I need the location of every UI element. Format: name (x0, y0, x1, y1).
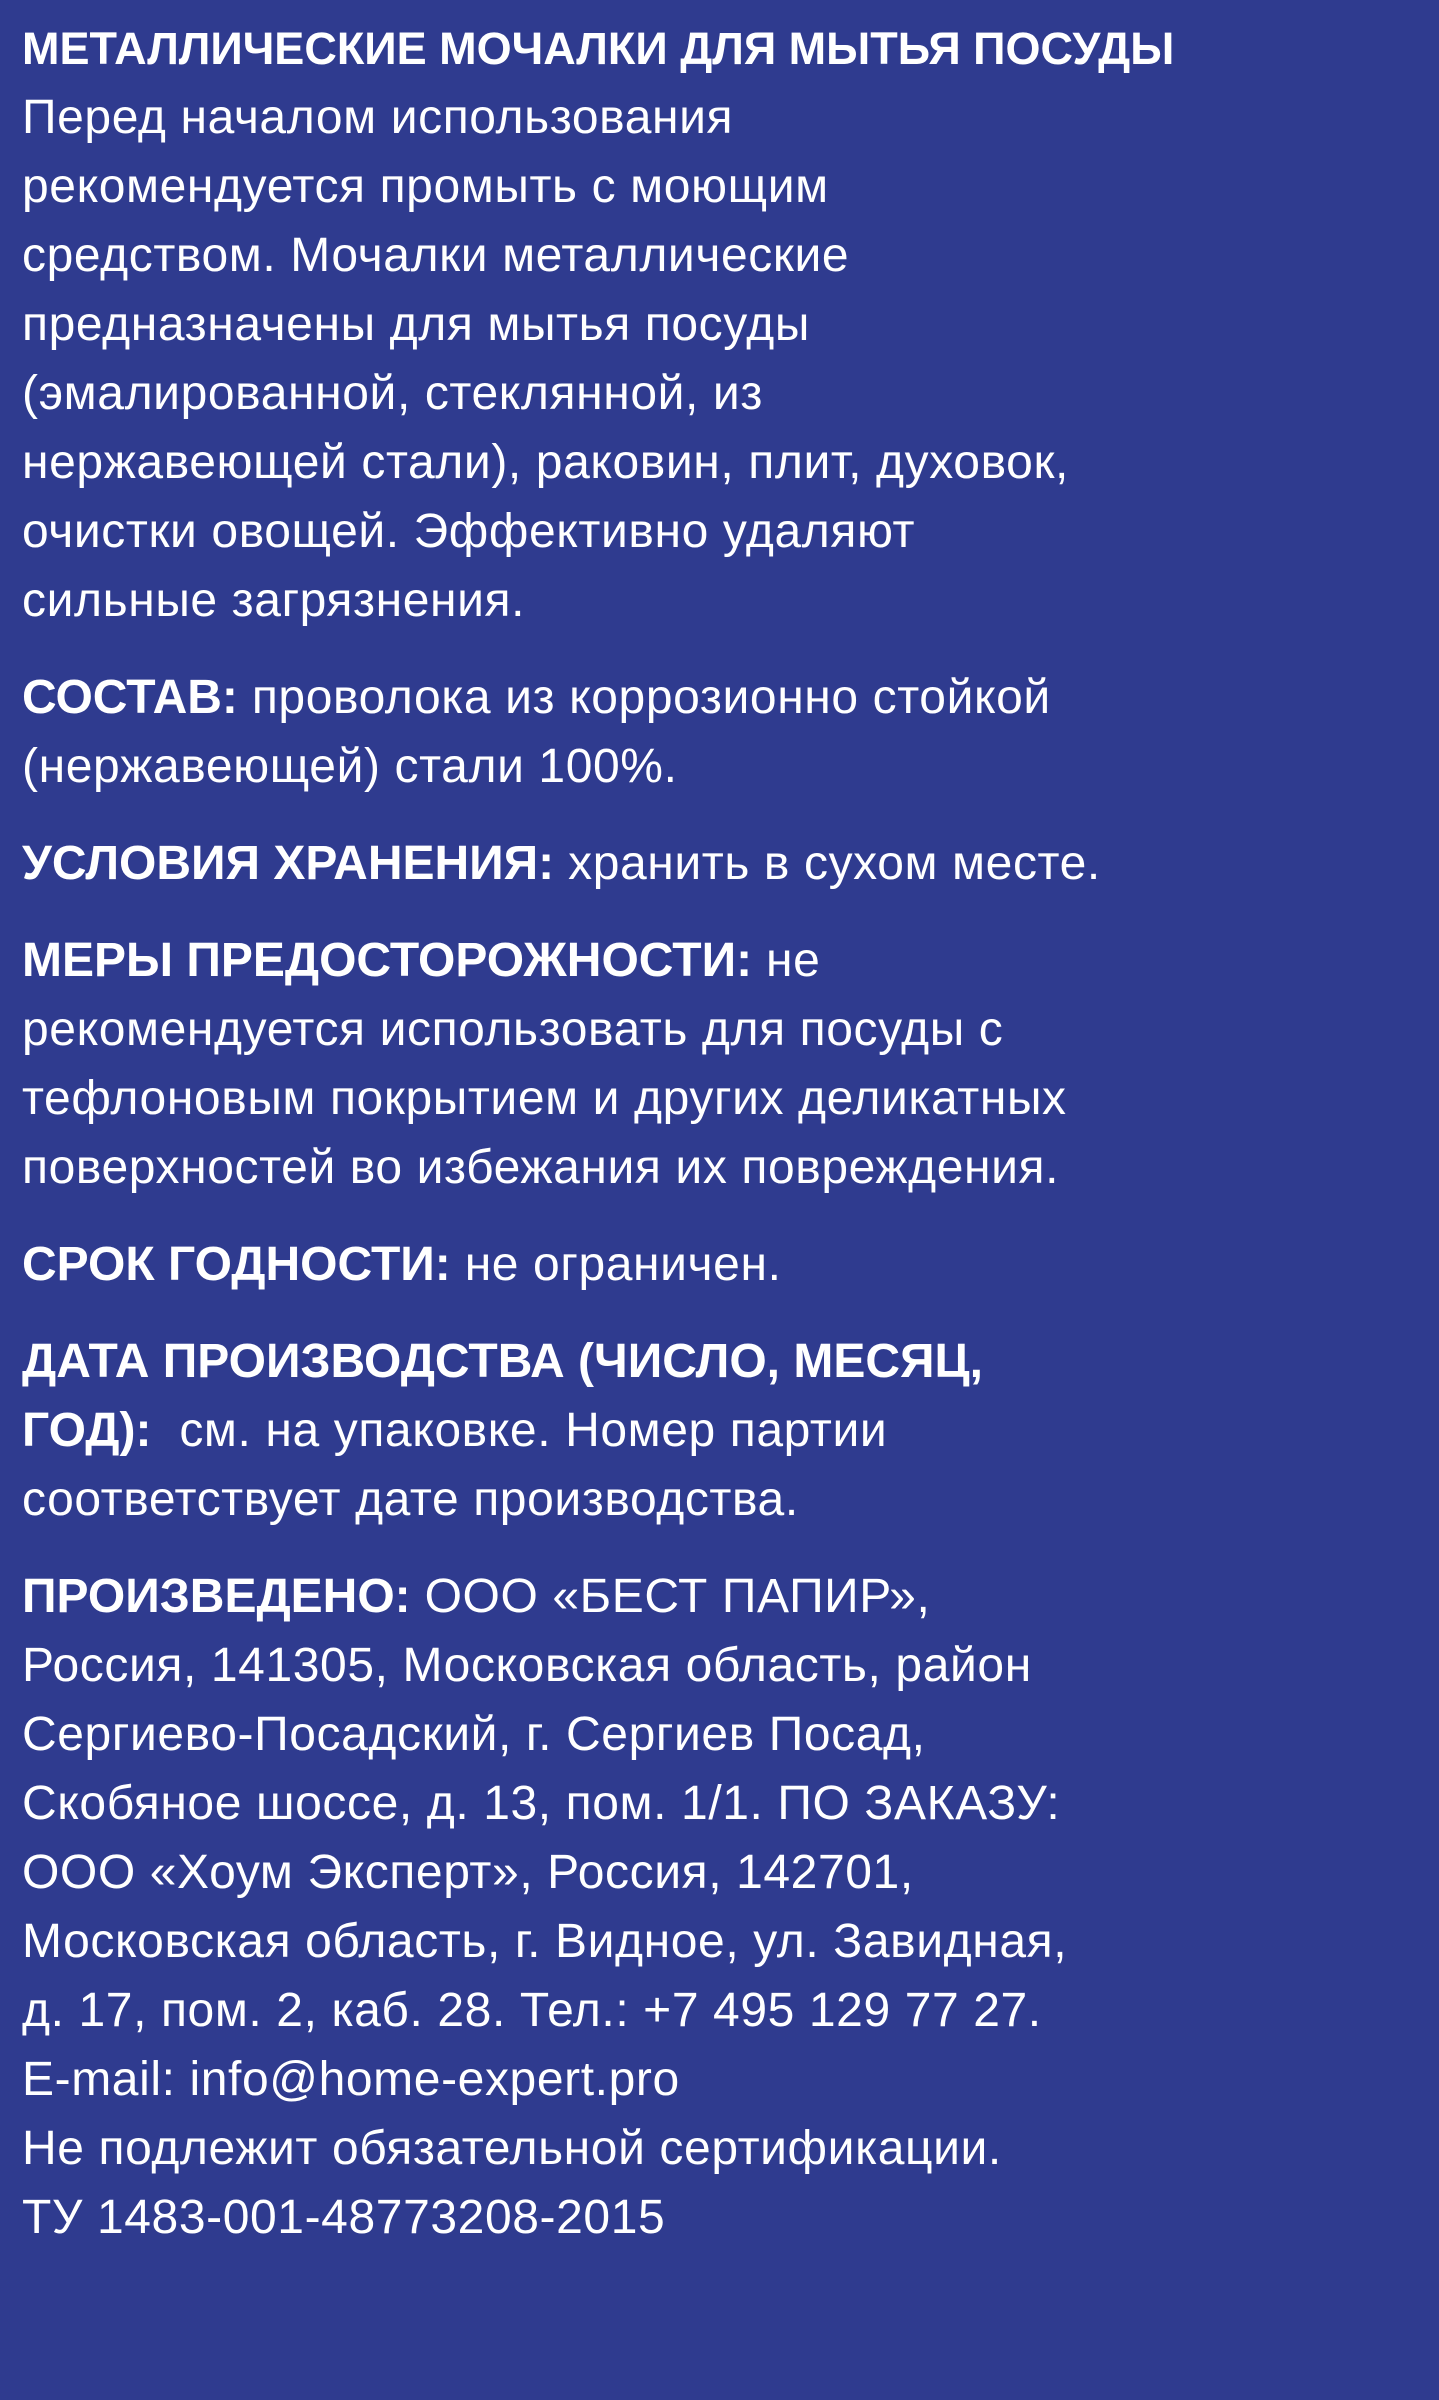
section-text: ООО «Хоум Эксперт», Россия, 142701, (22, 1846, 914, 1899)
text-line (22, 497, 1439, 566)
section-text: тефлоновым покрытием и других деликатных (22, 1072, 1067, 1125)
text-line (22, 663, 1439, 732)
section-text: Скобяное шоссе, д. 13, пом. 1/1. ПО ЗАКАЗУ: (22, 1777, 1061, 1830)
section-label: СОСТАВ: (22, 671, 238, 724)
section-shelf-life (22, 1230, 1439, 1299)
section-production-date (22, 1327, 1439, 1534)
label-sections (22, 83, 1439, 2252)
section-label: СРОК ГОДНОСТИ: (22, 1238, 451, 1291)
section-text: ТУ 1483-001-48773208-2015 (22, 2191, 666, 2244)
section-text: ООО «БЕСТ ПАПИР», (410, 1570, 931, 1623)
text-line (22, 1769, 1439, 1838)
text-line (22, 566, 1439, 635)
section-storage-conditions (22, 829, 1439, 898)
section-text: сильные загрязнения. (22, 574, 526, 627)
text-line (22, 83, 1439, 152)
section-text: рекомендуется использовать для посуды с (22, 1003, 1004, 1056)
section-text: средством. Мочалки металлические (22, 229, 850, 282)
section-text: Московская область, г. Видное, ул. Завидная, (22, 1915, 1068, 1968)
section-text: Россия, 141305, Московская область, район (22, 1639, 1032, 1692)
text-line (22, 290, 1439, 359)
section-label: ПРОИЗВЕДЕНО: (22, 1570, 411, 1623)
section-text: не (752, 934, 821, 987)
section-composition (22, 663, 1439, 801)
section-text: проволока из коррозионно стойкой (237, 671, 1051, 724)
section-text: нержавеющей стали), раковин, плит, духовок, (22, 436, 1069, 489)
section-label: ГОД): (22, 1404, 152, 1457)
section-text: см. на упаковке. Номер партии (151, 1404, 888, 1457)
text-line (22, 428, 1439, 497)
product-title: МЕТАЛЛИЧЕСКИЕ МОЧАЛКИ ДЛЯ МЫТЬЯ ПОСУДЫ (22, 23, 1175, 74)
section-text: предназначены для мытья посуды (22, 298, 810, 351)
section-text: очистки овощей. Эффективно удаляют (22, 505, 916, 558)
section-text: поверхностей во избежания их повреждения. (22, 1141, 1060, 1194)
text-line (22, 1230, 1439, 1299)
section-text: хранить в сухом месте. (554, 837, 1101, 890)
text-line (22, 359, 1439, 428)
text-line (22, 1465, 1439, 1534)
text-line (22, 1700, 1439, 1769)
section-text: E-mail: info@home-expert.pro (22, 2053, 680, 2106)
text-line (22, 829, 1439, 898)
section-text: (нержавеющей) стали 100%. (22, 740, 678, 793)
text-line (22, 732, 1439, 801)
section-label: ДАТА ПРОИЗВОДСТВА (ЧИСЛО, МЕСЯЦ, (22, 1335, 983, 1388)
section-precautions (22, 926, 1439, 1202)
text-line (22, 221, 1439, 290)
section-text: Перед началом использования (22, 91, 734, 144)
text-line (22, 1064, 1439, 1133)
text-line (22, 2114, 1439, 2183)
section-text: Сергиево-Посадский, г. Сергиев Посад, (22, 1708, 926, 1761)
text-line (22, 2183, 1439, 2252)
text-line (22, 926, 1439, 995)
text-line (22, 1562, 1439, 1631)
section-label: МЕРЫ ПРЕДОСТОРОЖНОСТИ: (22, 934, 753, 987)
section-manufacturer-info (22, 1562, 1439, 2252)
section-usage-description (22, 83, 1439, 635)
text-line (22, 995, 1439, 1064)
text-line (22, 1838, 1439, 1907)
text-line (22, 1907, 1439, 1976)
text-line (22, 152, 1439, 221)
section-text: соответствует дате производства. (22, 1473, 799, 1526)
text-line (22, 1631, 1439, 1700)
section-text: (эмалированной, стеклянной, из (22, 367, 763, 420)
text-line (22, 1327, 1439, 1396)
text-line (22, 1976, 1439, 2045)
text-line (22, 1133, 1439, 1202)
text-line (22, 1396, 1439, 1465)
section-text: не ограничен. (450, 1238, 782, 1291)
section-label: УСЛОВИЯ ХРАНЕНИЯ: (22, 837, 555, 890)
section-text: рекомендуется промыть с моющим (22, 160, 829, 213)
section-text: Не подлежит обязательной сертификации. (22, 2122, 1002, 2175)
text-line (22, 2045, 1439, 2114)
section-text: д. 17, пом. 2, каб. 28. Тел.: +7 495 129 77 27. (22, 1984, 1042, 2037)
